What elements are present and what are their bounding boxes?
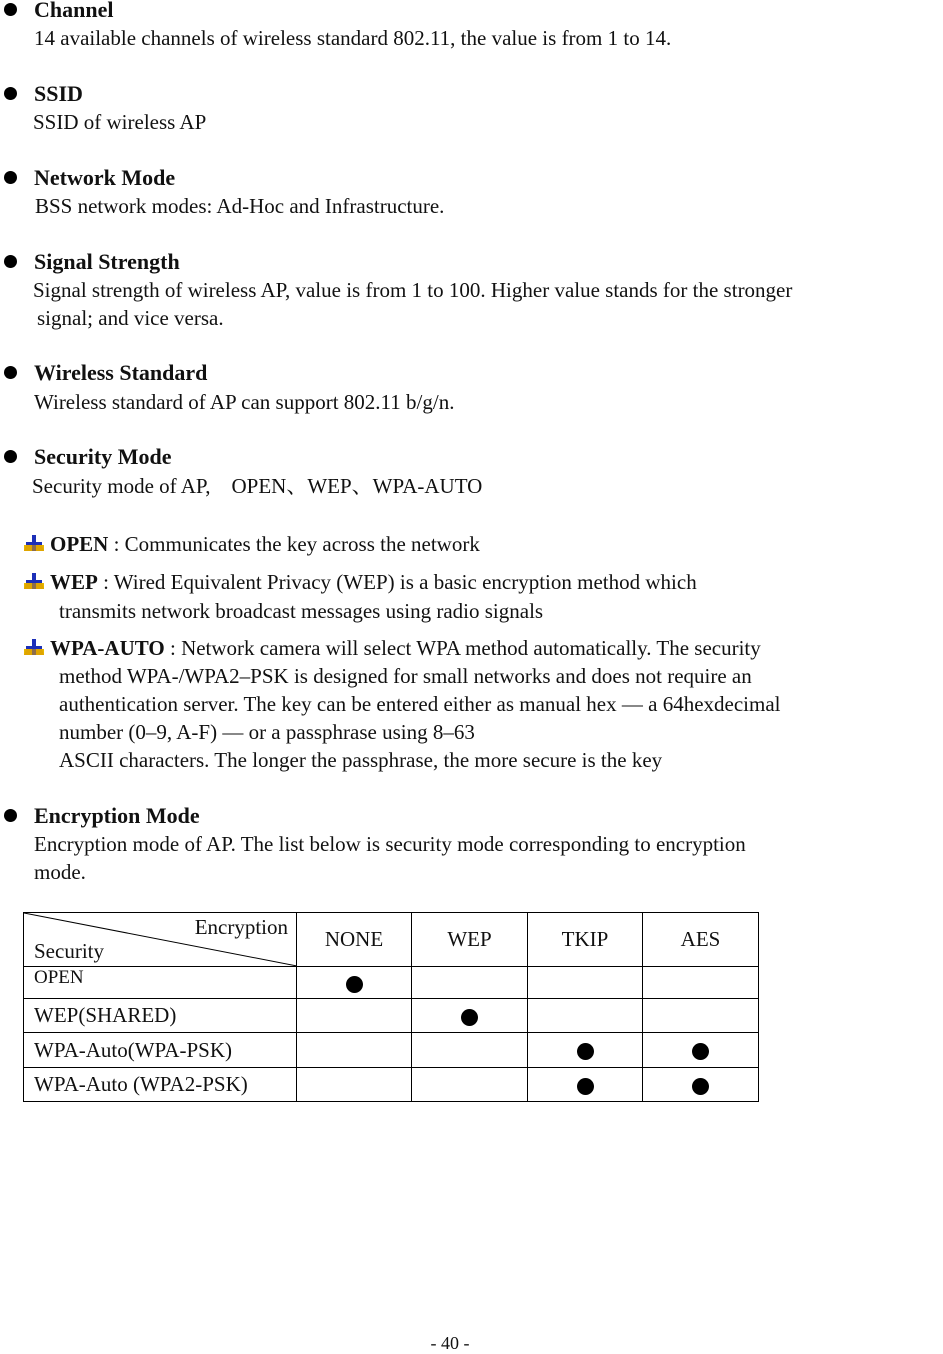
- security-item-text: : Network camera will select WPA method automatically. The security: [164, 636, 761, 660]
- column-header: NONE: [297, 913, 412, 967]
- bullet-icon: [4, 87, 17, 100]
- table-cell: [643, 1068, 759, 1102]
- table-cell: [297, 999, 412, 1033]
- filled-circle-icon: [692, 1078, 709, 1095]
- section-desc-signal-strength-line2: signal; and vice versa.: [37, 306, 224, 330]
- security-item-wpa-auto-line2: method WPA-/WPA2–PSK is designed for small networks and does not require an: [59, 664, 752, 688]
- section-desc-ssid: SSID of wireless AP: [33, 110, 207, 134]
- table-row: [24, 967, 759, 999]
- table-cell: [643, 999, 759, 1033]
- section-desc-channel: 14 available channels of wireless standard 802.11, the value is from 1 to 14.: [34, 26, 672, 50]
- table-cell: [528, 1068, 643, 1102]
- security-item-open: [50, 531, 480, 557]
- corner-label-encryption: Encryption: [194, 915, 288, 939]
- section-desc-encryption-mode-line1: Encryption mode of AP. The list below is security mode corresponding to encryption: [34, 832, 746, 856]
- row-label: WPA-Auto (WPA2-PSK): [24, 1068, 297, 1102]
- table-row: [24, 1033, 759, 1068]
- key-icon: [24, 534, 44, 552]
- column-header: AES: [643, 913, 759, 967]
- table-row: [24, 1068, 759, 1102]
- section-title-security-mode: Security Mode: [34, 444, 172, 469]
- table-cell: [643, 967, 759, 999]
- table-cell: [643, 1033, 759, 1068]
- table-cell: [412, 1033, 528, 1068]
- section-title-signal-strength: Signal Strength: [34, 249, 180, 274]
- security-item-name: WPA-AUTO: [50, 636, 165, 660]
- encryption-table: [23, 912, 759, 1102]
- security-item-text: : Communicates the key across the network: [108, 532, 480, 556]
- key-icon: [24, 572, 44, 590]
- bullet-icon: [4, 255, 17, 268]
- section-desc-encryption-mode-line2: mode.: [34, 860, 86, 884]
- section-title-ssid: SSID: [34, 81, 83, 106]
- table-cell: [297, 967, 412, 999]
- filled-circle-icon: [577, 1043, 594, 1060]
- security-item-wpa-auto-line3: authentication server. The key can be entered either as manual hex — a 64hexdecimal: [59, 692, 781, 716]
- filled-circle-icon: [461, 1009, 478, 1026]
- section-desc-wireless-standard: Wireless standard of AP can support 802.11 b/g/n.: [34, 390, 455, 414]
- security-item-wpa-auto-line4: number (0–9, A-F) — or a passphrase using 8–63: [59, 720, 475, 744]
- filled-circle-icon: [346, 976, 363, 993]
- section-title-wireless-standard: Wireless Standard: [34, 360, 208, 385]
- table-row: [24, 999, 759, 1033]
- section-title-encryption-mode: Encryption Mode: [34, 803, 200, 828]
- column-header: WEP: [412, 913, 528, 967]
- security-item-wep: [50, 569, 697, 595]
- section-desc-network-mode: BSS network modes: Ad-Hoc and Infrastructure.: [35, 194, 445, 218]
- page-number: - 40 -: [430, 1333, 470, 1353]
- row-label: OPEN: [24, 967, 297, 999]
- table-cell: [528, 1033, 643, 1068]
- table-corner-cell: [24, 913, 297, 967]
- column-header: TKIP: [528, 913, 643, 967]
- row-label: WEP(SHARED): [24, 999, 297, 1033]
- filled-circle-icon: [692, 1043, 709, 1060]
- bullet-icon: [4, 809, 17, 822]
- security-item-name: OPEN: [50, 532, 109, 556]
- table-header-row: [24, 913, 759, 967]
- table-cell: [528, 967, 643, 999]
- section-desc-security-mode: Security mode of AP, OPEN、WEP、WPA-AUTO: [32, 474, 483, 498]
- bullet-icon: [4, 3, 17, 16]
- filled-circle-icon: [577, 1078, 594, 1095]
- security-item-wpa-auto: [50, 635, 761, 661]
- bullet-icon: [4, 366, 17, 379]
- table-cell: [412, 967, 528, 999]
- security-item-wpa-auto-line5: ASCII characters. The longer the passphrase, the more secure is the key: [59, 748, 663, 772]
- section-title-channel: Channel: [34, 0, 114, 22]
- corner-label-security: Security: [34, 939, 104, 963]
- row-label: WPA-Auto(WPA-PSK): [24, 1033, 297, 1068]
- key-icon: [24, 638, 44, 656]
- table-cell: [412, 1068, 528, 1102]
- table-cell: [297, 1033, 412, 1068]
- security-item-name: WEP: [50, 570, 98, 594]
- security-item-text: : Wired Equivalent Privacy (WEP) is a basic encryption method which: [97, 570, 697, 594]
- section-title-network-mode: Network Mode: [34, 165, 176, 190]
- section-desc-signal-strength-line1: Signal strength of wireless AP, value is from 1 to 100. Higher value stands for the stronger: [33, 278, 793, 302]
- table-cell: [412, 999, 528, 1033]
- table-cell: [297, 1068, 412, 1102]
- table-cell: [528, 999, 643, 1033]
- security-item-wep-line2: transmits network broadcast messages using radio signals: [59, 599, 544, 623]
- bullet-icon: [4, 450, 17, 463]
- bullet-icon: [4, 171, 17, 184]
